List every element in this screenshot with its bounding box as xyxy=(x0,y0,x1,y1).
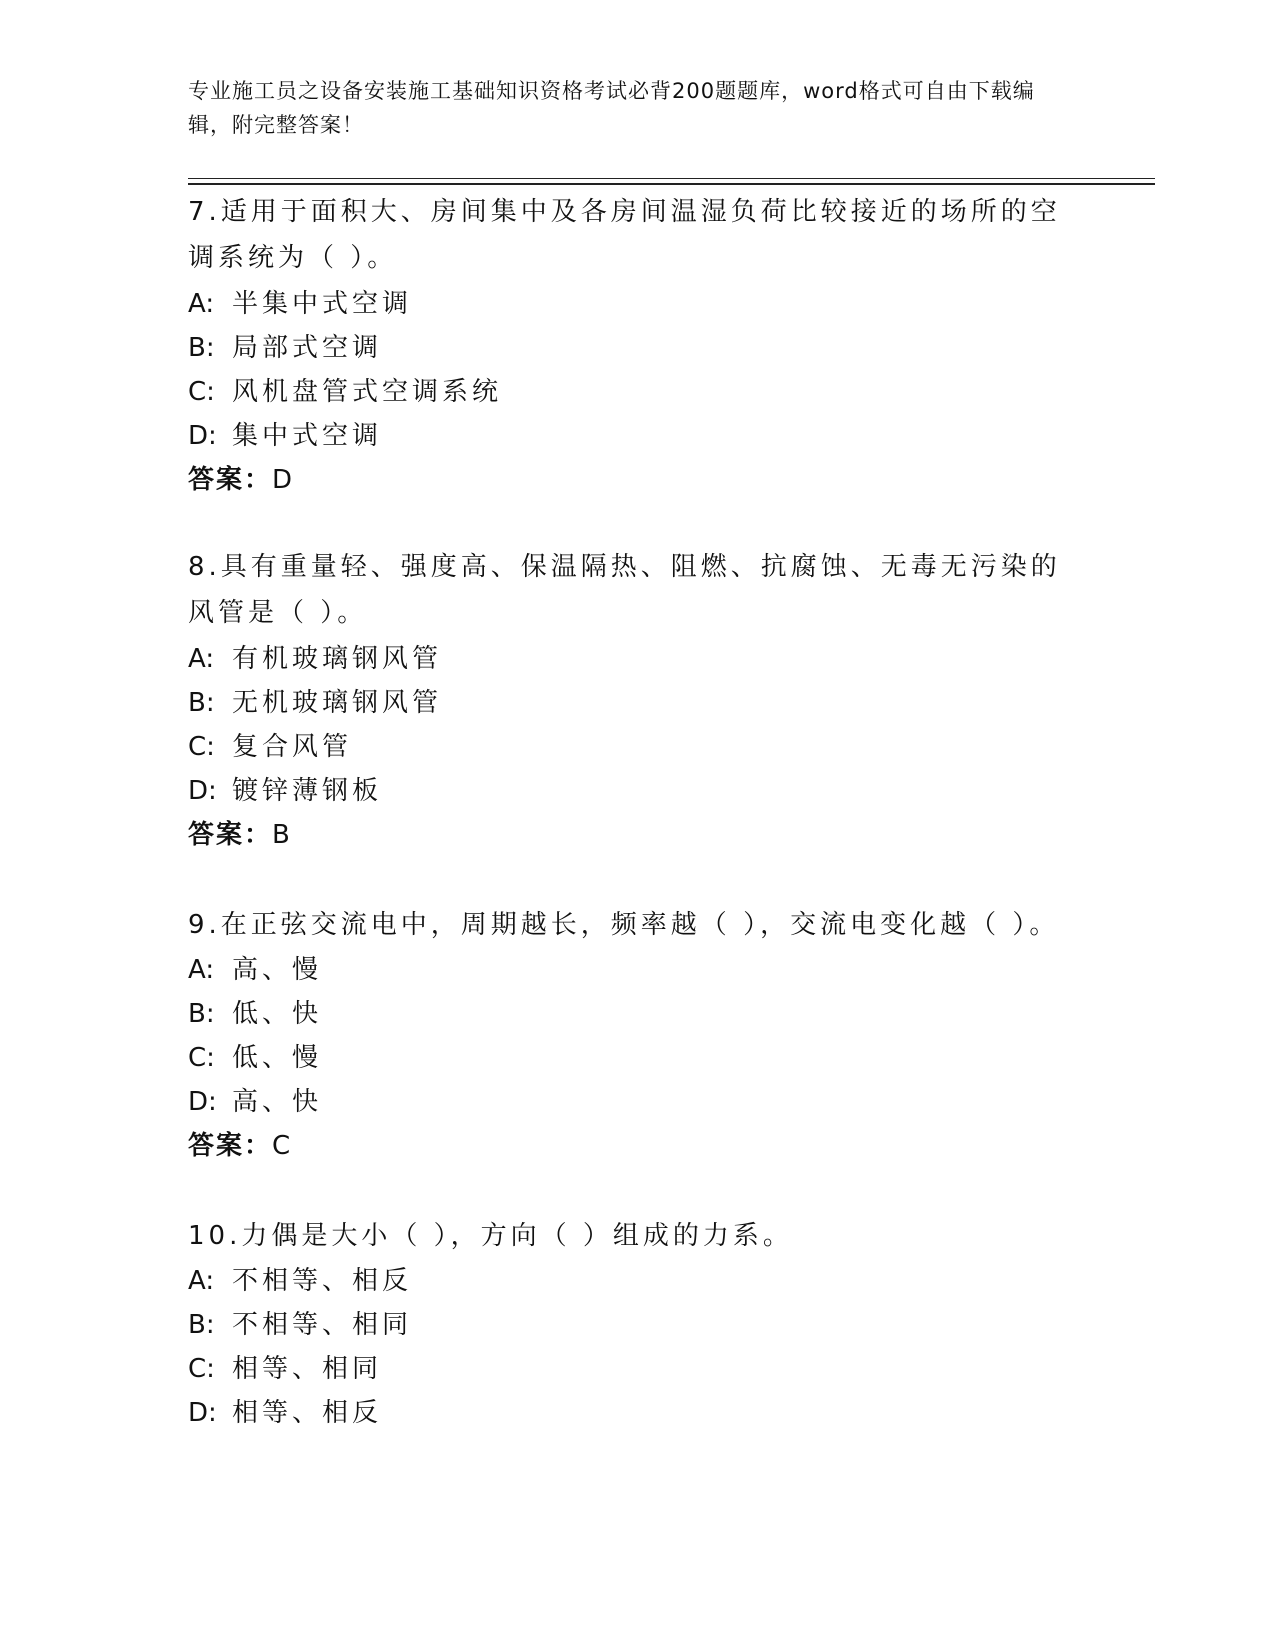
option-key: B: xyxy=(188,1310,215,1340)
option-text: 相等、相同 xyxy=(232,1354,383,1384)
option-text: 相等、相反 xyxy=(232,1398,383,1428)
question-10-option-a xyxy=(188,1258,412,1304)
option-text: 镀锌薄钢板 xyxy=(232,776,383,806)
option-key: B: xyxy=(188,999,215,1029)
question-8-option-c xyxy=(188,724,352,770)
document-header-text: 专业施工员之设备安装施工基础知识资格考试必背200题题库，word格式可自由下载编辑，附完整答案！ xyxy=(188,79,1035,137)
header-divider-thin xyxy=(188,178,1155,179)
option-key: D: xyxy=(188,1087,217,1117)
option-text: 局部式空调 xyxy=(232,333,383,363)
header-divider-thick xyxy=(188,183,1155,185)
question-9-answer xyxy=(188,1123,290,1169)
question-10-option-b xyxy=(188,1302,412,1348)
answer-value: D xyxy=(272,465,293,495)
question-9-option-b xyxy=(188,991,322,1037)
option-key: D: xyxy=(188,421,217,451)
question-10-option-d xyxy=(188,1390,382,1436)
option-key: A: xyxy=(188,955,215,985)
answer-label: 答案： xyxy=(188,1131,273,1161)
option-text: 高、慢 xyxy=(232,955,323,985)
option-key: A: xyxy=(188,644,215,674)
option-key: C: xyxy=(188,1354,215,1384)
option-key: C: xyxy=(188,377,215,407)
option-text: 高、快 xyxy=(232,1087,323,1117)
question-9-stem: 9.在正弦交流电中，周期越长，频率越（ ），交流电变化越（ ）。 xyxy=(188,910,1060,940)
option-key: D: xyxy=(188,776,217,806)
question-7-option-d xyxy=(188,413,382,459)
answer-value: C xyxy=(272,1131,291,1161)
answer-label: 答案： xyxy=(188,820,273,850)
option-text: 不相等、相同 xyxy=(232,1310,413,1340)
question-7-stem: 7.适用于面积大、房间集中及各房间温湿负荷比较接近的场所的空调系统为（ ）。 xyxy=(188,197,1061,273)
option-key: D: xyxy=(188,1398,217,1428)
question-8-option-d xyxy=(188,768,382,814)
question-8-option-b xyxy=(188,680,442,726)
option-text: 集中式空调 xyxy=(232,421,383,451)
question-7-answer xyxy=(188,457,292,503)
option-key: B: xyxy=(188,333,215,363)
question-9-option-d xyxy=(188,1079,322,1125)
option-text: 不相等、相反 xyxy=(232,1266,413,1296)
question-8-option-a xyxy=(188,636,442,682)
option-key: C: xyxy=(188,732,215,762)
question-9-option-c xyxy=(188,1035,322,1081)
question-8-answer xyxy=(188,812,290,858)
option-text: 风机盘管式空调系统 xyxy=(232,377,503,407)
question-8-stem: 8.具有重量轻、强度高、保温隔热、阻燃、抗腐蚀、无毒无污染的风管是（ ）。 xyxy=(188,552,1061,628)
question-7-option-b xyxy=(188,325,382,371)
question-10-stem: 10.力偶是大小（ ），方向（ ）组成的力系。 xyxy=(188,1221,793,1251)
question-7-option-c xyxy=(188,369,502,415)
option-key: A: xyxy=(188,1266,215,1296)
option-key: B: xyxy=(188,688,215,718)
option-text: 半集中式空调 xyxy=(232,289,413,319)
option-text: 低、快 xyxy=(232,999,323,1029)
answer-label: 答案： xyxy=(188,465,273,495)
option-text: 有机玻璃钢风管 xyxy=(232,644,443,674)
question-7-option-a xyxy=(188,281,412,327)
option-text: 无机玻璃钢风管 xyxy=(232,688,443,718)
question-10-option-c xyxy=(188,1346,382,1392)
option-text: 低、慢 xyxy=(232,1043,323,1073)
option-text: 复合风管 xyxy=(232,732,353,762)
option-key: A: xyxy=(188,289,215,319)
option-key: C: xyxy=(188,1043,215,1073)
question-9-option-a xyxy=(188,947,322,993)
answer-value: B xyxy=(272,820,290,850)
